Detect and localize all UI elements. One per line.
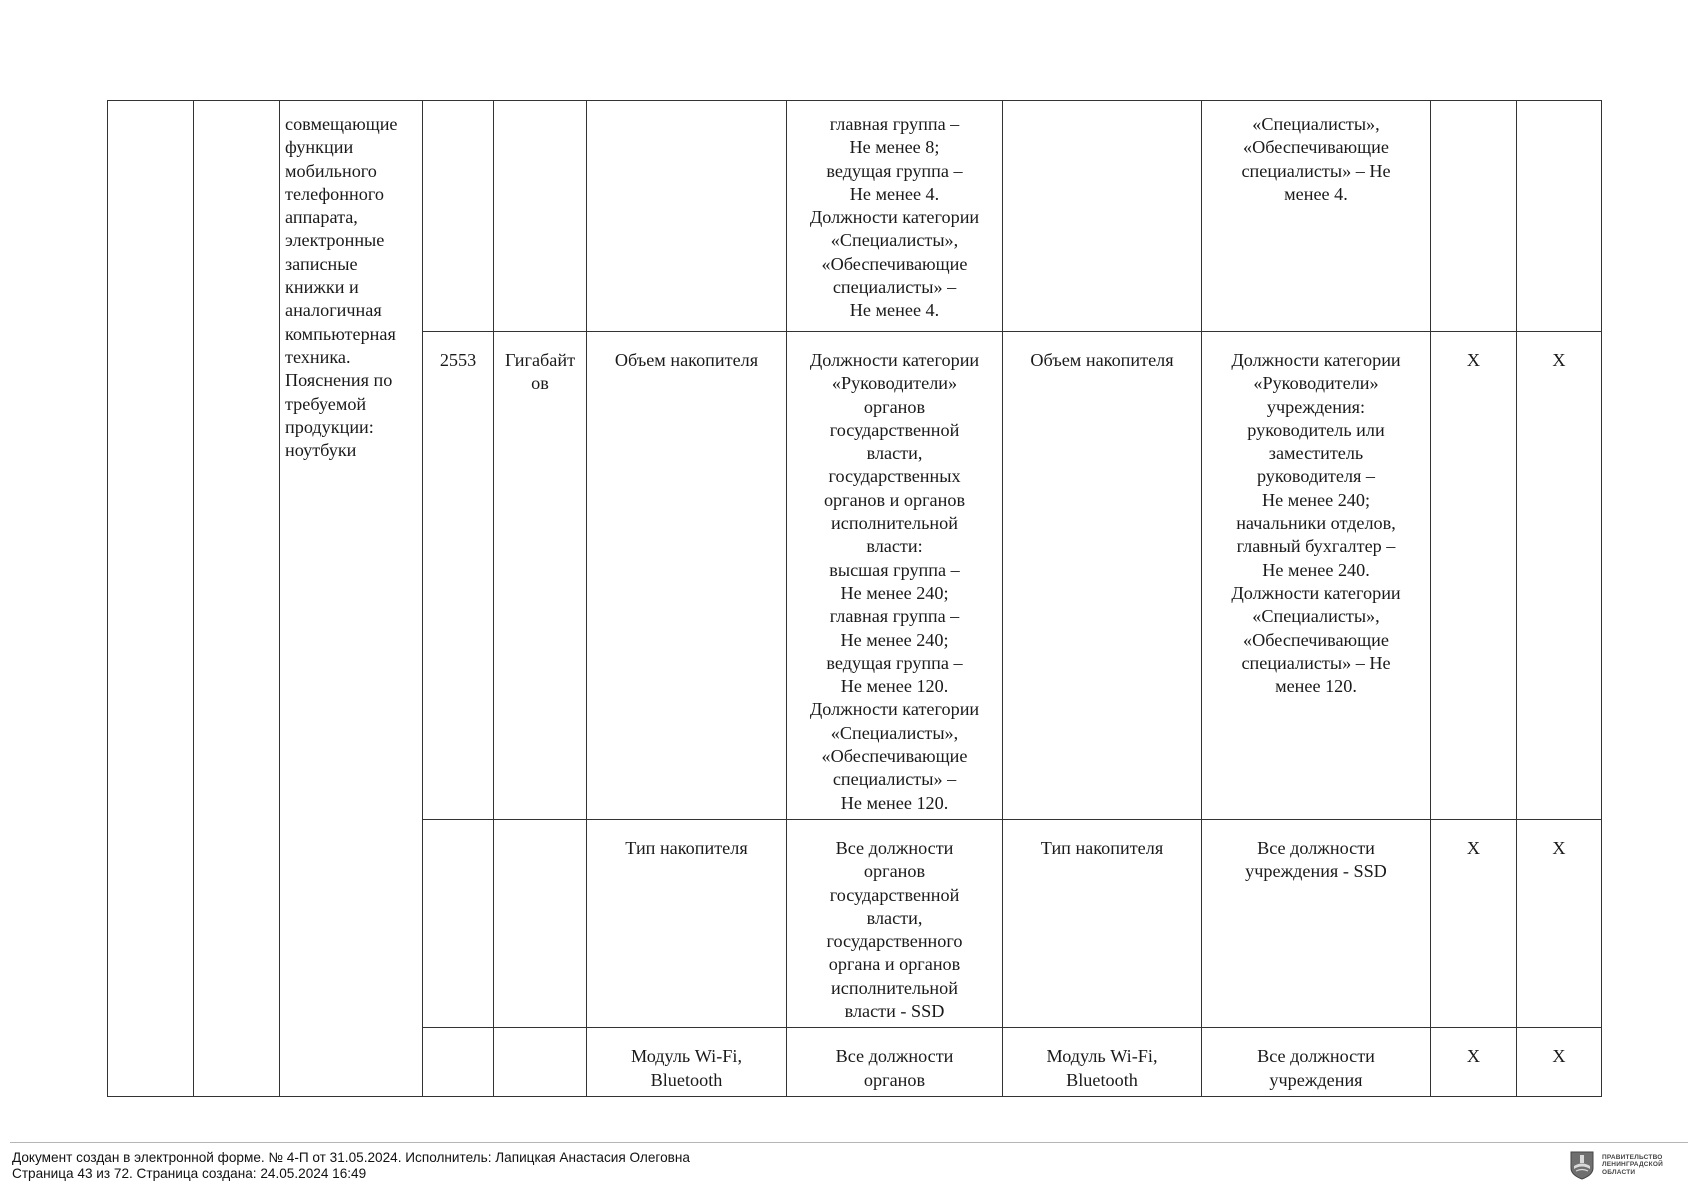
cell-index (108, 101, 194, 1097)
footer-page-info: Страница 43 из 72. Страница создана: 24.05.2024 16:49 (12, 1165, 367, 1181)
cell-unit-name (494, 1028, 587, 1097)
cell-characteristic: Модуль Wi-Fi, Bluetooth (587, 1028, 787, 1097)
cell-characteristic-value-subordinate: «Специалисты», «Обеспечивающие специалисты» – Не менее 4. (1202, 101, 1431, 332)
footer-divider (10, 1142, 1688, 1143)
cell-characteristic-value: Все должности органов государственной власти, государственного органа и органов исполнительной власти - SSD (787, 819, 1003, 1027)
cell-unit-code (423, 1028, 494, 1097)
cell-product-name: совмещающие функции мобильного телефонного аппарата, электронные записные книжки и аналогичная компьютерная техника. Пояснения по требуемой продукции: ноутбуки (280, 101, 423, 1097)
cell-characteristic-value-subordinate: Все должности учреждения - SSD (1202, 819, 1431, 1027)
cell-function (1517, 101, 1602, 332)
logo-line-3: ОБЛАСТИ (1602, 1168, 1636, 1176)
cell-characteristic: Объем накопителя (587, 332, 787, 820)
cell-unit-name (494, 101, 587, 332)
cell-characteristic-value: Все должности органов (787, 1028, 1003, 1097)
cell-characteristic-value: главная группа – Не менее 8; ведущая группа – Не менее 4. Должности категории «Специалисты», «Обеспечивающие специалисты» – Не менее 4. (787, 101, 1003, 332)
cell-characteristic-subordinate: Тип накопителя (1003, 819, 1202, 1027)
cell-justification: X (1431, 819, 1517, 1027)
cell-unit-code (423, 819, 494, 1027)
cell-characteristic-value-subordinate: Все должности учреждения (1202, 1028, 1431, 1097)
footer-document-info: Документ создан в электронной форме. № 4-П от 31.05.2024. Исполнитель: Лапицкая Анастасия Олеговна (12, 1150, 690, 1165)
cell-okpd-code (194, 101, 280, 1097)
logo-line-1: ПРАВИТЕЛЬСТВО (1602, 1153, 1663, 1161)
cell-characteristic-value: Должности категории «Руководители» органов государственной власти, государственных органов и органов исполнительной власти: высшая группа – Не менее 240; главная группа – Не менее 240; ведущая группа – Не менее 120. Должности категории «Специалисты», «Обеспечивающие специалисты» – Не менее 120. (787, 332, 1003, 820)
cell-justification (1431, 101, 1517, 332)
cell-unit-name (494, 819, 587, 1027)
requirements-table (107, 100, 1602, 1097)
cell-characteristic-subordinate (1003, 101, 1202, 332)
cell-justification: X (1431, 1028, 1517, 1097)
cell-characteristic-subordinate: Модуль Wi-Fi, Bluetooth (1003, 1028, 1202, 1097)
government-logo (1569, 1150, 1663, 1180)
cell-characteristic (587, 101, 787, 332)
cell-function: X (1517, 332, 1602, 820)
cell-unit-code (423, 101, 494, 332)
table-row (108, 101, 1602, 332)
cell-unit-name: Гигабайт ов (494, 332, 587, 820)
coat-of-arms-icon (1569, 1150, 1595, 1180)
cell-function: X (1517, 1028, 1602, 1097)
cell-justification: X (1431, 332, 1517, 820)
cell-function: X (1517, 819, 1602, 1027)
logo-line-2: ЛЕНИНГРАДСКОЙ (1602, 1161, 1663, 1169)
cell-characteristic: Тип накопителя (587, 819, 787, 1027)
cell-characteristic-value-subordinate: Должности категории «Руководители» учреждения: руководитель или заместитель руководителя – Не менее 240; начальники отделов, главный бухгалтер – Не менее 240. Должности категории «Специалисты», «Обеспечивающие специалисты» – Не менее 120. (1202, 332, 1431, 820)
cell-characteristic-subordinate: Объем накопителя (1003, 332, 1202, 820)
cell-unit-code: 2553 (423, 332, 494, 820)
document-footer (12, 1150, 690, 1181)
